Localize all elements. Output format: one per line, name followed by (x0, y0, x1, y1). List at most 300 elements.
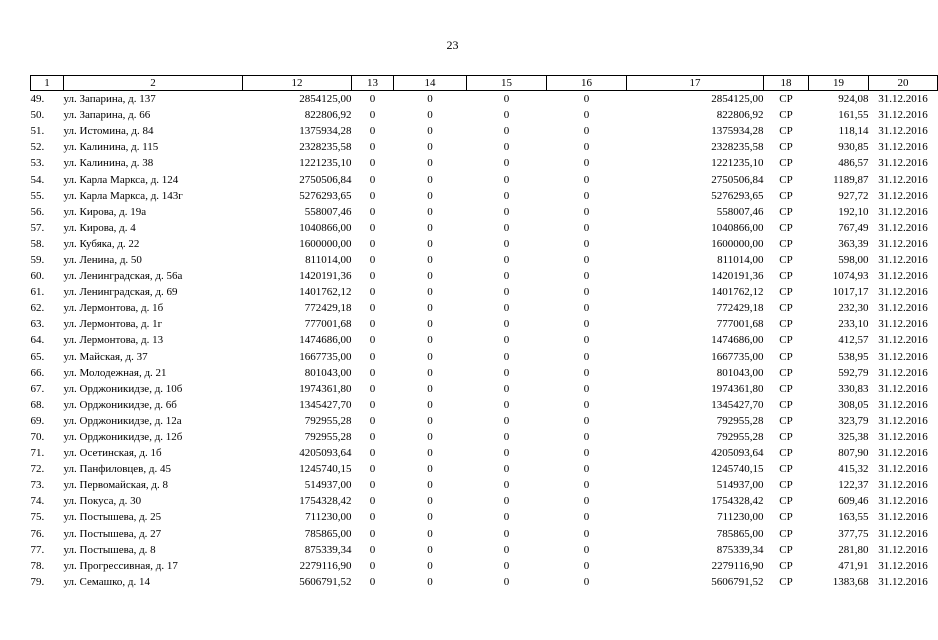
total-cell: 2750506,84 (711, 173, 764, 186)
zero-cell: 0 (503, 366, 510, 379)
date-cell: 31.12.2016 (878, 253, 928, 266)
amount-cell: 1401762,12 (299, 286, 352, 299)
amount-cell: 2750506,84 (299, 173, 352, 186)
total-cell: 2854125,00 (711, 93, 764, 106)
row-number: 68. (30, 398, 45, 411)
zero-cell: 0 (503, 286, 510, 299)
zero-cell: 0 (583, 286, 590, 299)
zero-cell: 0 (369, 463, 376, 476)
zero-cell: 0 (369, 350, 376, 363)
address-cell: ул. Кубяка, д. 22 (63, 237, 140, 250)
zero-cell: 0 (369, 270, 376, 283)
category-cell: СР (779, 559, 793, 572)
area-cell: 232,30 (838, 302, 869, 315)
zero-cell: 0 (369, 302, 376, 315)
category-cell: СР (779, 414, 793, 427)
zero-cell: 0 (583, 237, 590, 250)
zero-cell: 0 (369, 511, 376, 524)
row-number: 75. (30, 511, 45, 524)
total-cell: 2279116,90 (711, 559, 764, 572)
zero-cell: 0 (583, 93, 590, 106)
amount-cell: 711230,00 (305, 511, 352, 524)
row-number: 65. (30, 350, 45, 363)
amount-cell: 1221235,10 (299, 157, 352, 170)
zero-cell: 0 (503, 527, 510, 540)
zero-cell: 0 (503, 479, 510, 492)
row-number: 71. (30, 447, 45, 460)
date-cell: 31.12.2016 (878, 334, 928, 347)
amount-cell: 1667735,00 (299, 350, 352, 363)
amount-cell: 772429,18 (304, 302, 352, 315)
table-row (31, 188, 938, 204)
zero-cell: 0 (369, 575, 376, 588)
category-cell: СР (779, 382, 793, 395)
address-cell: ул. Постышева, д. 25 (63, 511, 162, 524)
total-cell: 1401762,12 (711, 286, 764, 299)
column-header: 14 (394, 76, 467, 91)
column-header: 13 (352, 76, 394, 91)
zero-cell: 0 (503, 511, 510, 524)
table-row (31, 509, 938, 525)
zero-cell: 0 (583, 157, 590, 170)
zero-cell: 0 (369, 334, 376, 347)
amount-cell: 875339,34 (304, 543, 352, 556)
table-row (31, 155, 938, 171)
zero-cell: 0 (369, 173, 376, 186)
date-cell: 31.12.2016 (878, 511, 928, 524)
table-row (31, 332, 938, 348)
zero-cell: 0 (427, 398, 433, 411)
zero-cell: 0 (503, 431, 510, 444)
address-cell: ул. Осетинская, д. 1б (63, 447, 162, 460)
zero-cell: 0 (503, 414, 510, 427)
total-cell: 514937,00 (716, 479, 764, 492)
amount-cell: 801043,00 (304, 366, 352, 379)
area-cell: 281,80 (838, 543, 869, 556)
row-number: 72. (30, 463, 45, 476)
zero-cell: 0 (369, 205, 376, 218)
category-cell: СР (779, 366, 793, 379)
total-cell: 792955,28 (716, 431, 764, 444)
category-cell: СР (779, 237, 793, 250)
total-cell: 5606791,52 (711, 575, 764, 588)
zero-cell: 0 (503, 205, 510, 218)
row-number: 67. (30, 382, 45, 395)
row-number: 62. (30, 302, 45, 315)
area-cell: 930,85 (838, 141, 869, 154)
row-number: 58. (30, 237, 45, 250)
area-cell: 924,08 (838, 93, 869, 106)
amount-cell: 1474686,00 (299, 334, 352, 347)
date-cell: 31.12.2016 (878, 189, 928, 202)
category-cell: СР (779, 511, 793, 524)
table-row (31, 268, 938, 284)
table-row (31, 204, 938, 220)
category-cell: СР (779, 93, 793, 106)
zero-cell: 0 (583, 382, 590, 395)
zero-cell: 0 (369, 382, 376, 395)
area-cell: 161,55 (838, 109, 869, 122)
zero-cell: 0 (503, 398, 510, 411)
column-header: 19 (809, 76, 869, 91)
area-cell: 363,39 (838, 237, 869, 250)
table-row (31, 542, 938, 558)
table-row (31, 574, 938, 590)
address-cell: ул. Ленинградская, д. 69 (63, 286, 178, 299)
zero-cell: 0 (427, 109, 433, 122)
area-cell: 163,55 (838, 511, 869, 524)
zero-cell: 0 (427, 495, 433, 508)
address-cell: ул. Первомайская, д. 8 (63, 479, 168, 492)
total-cell: 792955,28 (716, 414, 764, 427)
zero-cell: 0 (503, 302, 510, 315)
column-header: 2 (64, 76, 243, 91)
table-row (31, 252, 938, 268)
total-cell: 2328235,58 (711, 141, 764, 154)
date-cell: 31.12.2016 (878, 270, 928, 283)
table-row (31, 477, 938, 493)
zero-cell: 0 (503, 125, 510, 138)
table-row (31, 413, 938, 429)
zero-cell: 0 (427, 237, 433, 250)
zero-cell: 0 (503, 382, 510, 395)
category-cell: СР (779, 495, 793, 508)
zero-cell: 0 (427, 511, 433, 524)
amount-cell: 792955,28 (304, 414, 352, 427)
column-header: 12 (243, 76, 352, 91)
address-cell: ул. Истомина, д. 84 (63, 125, 154, 138)
date-cell: 31.12.2016 (878, 173, 928, 186)
amount-cell: 1754328,42 (299, 495, 352, 508)
amount-cell: 4205093,64 (299, 447, 352, 460)
row-number: 77. (30, 543, 45, 556)
category-cell: СР (779, 286, 793, 299)
area-cell: 192,10 (838, 205, 869, 218)
zero-cell: 0 (503, 318, 510, 331)
zero-cell: 0 (369, 447, 376, 460)
zero-cell: 0 (583, 318, 590, 331)
total-cell: 558007,46 (716, 205, 764, 218)
amount-cell: 1375934,28 (299, 125, 352, 138)
zero-cell: 0 (503, 350, 510, 363)
zero-cell: 0 (583, 366, 590, 379)
table-row (31, 220, 938, 236)
zero-cell: 0 (427, 543, 433, 556)
address-cell: ул. Семашко, д. 14 (63, 575, 150, 588)
zero-cell: 0 (583, 479, 590, 492)
area-cell: 471,91 (838, 559, 869, 572)
total-cell: 1245740,15 (711, 463, 764, 476)
zero-cell: 0 (369, 318, 376, 331)
category-cell: СР (779, 205, 793, 218)
total-cell: 1754328,42 (711, 495, 764, 508)
date-cell: 31.12.2016 (878, 141, 928, 154)
zero-cell: 0 (369, 414, 376, 427)
zero-cell: 0 (427, 366, 433, 379)
zero-cell: 0 (427, 302, 433, 315)
table-row (31, 445, 938, 461)
row-number: 60. (30, 270, 45, 283)
area-cell: 609,46 (838, 495, 869, 508)
total-cell: 711230,00 (717, 511, 764, 524)
row-number: 64. (30, 334, 45, 347)
row-number: 74. (30, 495, 45, 508)
area-cell: 330,83 (838, 382, 869, 395)
table-row (31, 284, 938, 300)
row-number: 69. (30, 414, 45, 427)
zero-cell: 0 (369, 221, 376, 234)
amount-cell: 1974361,80 (299, 382, 352, 395)
total-cell: 1474686,00 (711, 334, 764, 347)
address-cell: ул. Лермонтова, д. 13 (63, 334, 164, 347)
zero-cell: 0 (369, 237, 376, 250)
table-row (31, 91, 938, 108)
zero-cell: 0 (369, 398, 376, 411)
category-cell: СР (779, 221, 793, 234)
table-row (31, 236, 938, 252)
row-number: 51. (30, 125, 45, 138)
date-cell: 31.12.2016 (878, 398, 928, 411)
address-cell: ул. Орджоникидзе, д. 10б (63, 382, 183, 395)
zero-cell: 0 (503, 575, 510, 588)
row-number: 61. (30, 286, 45, 299)
column-header: 16 (547, 76, 627, 91)
zero-cell: 0 (427, 318, 433, 331)
zero-cell: 0 (427, 431, 433, 444)
date-cell: 31.12.2016 (878, 157, 928, 170)
address-cell: ул. Ленинградская, д. 56а (63, 270, 183, 283)
date-cell: 31.12.2016 (878, 237, 928, 250)
total-cell: 1667735,00 (711, 350, 764, 363)
amount-cell: 1040866,00 (299, 221, 352, 234)
table-row (31, 381, 938, 397)
date-cell: 31.12.2016 (878, 414, 928, 427)
area-cell: 233,10 (838, 318, 869, 331)
zero-cell: 0 (583, 414, 590, 427)
amount-cell: 792955,28 (304, 431, 352, 444)
zero-cell: 0 (369, 366, 376, 379)
table-row (31, 107, 938, 123)
zero-cell: 0 (503, 495, 510, 508)
date-cell: 31.12.2016 (878, 559, 928, 572)
category-cell: СР (779, 173, 793, 186)
zero-cell: 0 (427, 479, 433, 492)
total-cell: 1375934,28 (711, 125, 764, 138)
zero-cell: 0 (583, 495, 590, 508)
zero-cell: 0 (427, 141, 433, 154)
total-cell: 777001,68 (716, 318, 764, 331)
total-cell: 811014,00 (717, 253, 764, 266)
zero-cell: 0 (503, 253, 510, 266)
zero-cell: 0 (369, 479, 376, 492)
area-cell: 1189,87 (833, 173, 869, 186)
address-cell: ул. Орджоникидзе, д. 6б (63, 398, 177, 411)
zero-cell: 0 (503, 189, 510, 202)
total-cell: 1221235,10 (711, 157, 764, 170)
amount-cell: 2279116,90 (299, 559, 352, 572)
zero-cell: 0 (427, 575, 433, 588)
zero-cell: 0 (583, 350, 590, 363)
date-cell: 31.12.2016 (878, 543, 928, 556)
zero-cell: 0 (503, 221, 510, 234)
address-cell: ул. Покуса, д. 30 (63, 495, 142, 508)
address-cell: ул. Майская, д. 37 (63, 350, 148, 363)
table-row (31, 365, 938, 381)
zero-cell: 0 (503, 141, 510, 154)
zero-cell: 0 (369, 125, 376, 138)
address-cell: ул. Ленина, д. 50 (63, 253, 142, 266)
table-row (31, 171, 938, 187)
date-cell: 31.12.2016 (878, 93, 928, 106)
zero-cell: 0 (583, 189, 590, 202)
zero-cell: 0 (427, 189, 433, 202)
date-cell: 31.12.2016 (878, 302, 928, 315)
row-number: 59. (30, 253, 45, 266)
zero-cell: 0 (427, 270, 433, 283)
row-number: 57. (30, 221, 45, 234)
column-header: 20 (869, 76, 938, 91)
zero-cell: 0 (583, 141, 590, 154)
zero-cell: 0 (503, 237, 510, 250)
zero-cell: 0 (583, 559, 590, 572)
zero-cell: 0 (583, 253, 590, 266)
amount-cell: 558007,46 (304, 205, 352, 218)
table-row (31, 123, 938, 139)
zero-cell: 0 (369, 431, 376, 444)
category-cell: СР (779, 463, 793, 476)
data-table (30, 75, 938, 590)
address-cell: ул. Лермонтова, д. 1б (63, 302, 164, 315)
zero-cell: 0 (427, 93, 433, 106)
amount-cell: 811014,00 (305, 253, 352, 266)
table-row (31, 139, 938, 155)
total-cell: 772429,18 (716, 302, 764, 315)
date-cell: 31.12.2016 (878, 221, 928, 234)
zero-cell: 0 (427, 334, 433, 347)
row-number: 76. (30, 527, 45, 540)
address-cell: ул. Запарина, д. 137 (63, 93, 156, 106)
category-cell: СР (779, 479, 793, 492)
zero-cell: 0 (503, 543, 510, 556)
area-cell: 118,14 (838, 125, 869, 138)
address-cell: ул. Орджоникидзе, д. 12а (63, 414, 182, 427)
zero-cell: 0 (369, 543, 376, 556)
area-cell: 323,79 (838, 414, 869, 427)
date-cell: 31.12.2016 (878, 527, 928, 540)
zero-cell: 0 (583, 575, 590, 588)
date-cell: 31.12.2016 (878, 463, 928, 476)
zero-cell: 0 (503, 93, 510, 106)
category-cell: СР (779, 125, 793, 138)
zero-cell: 0 (583, 543, 590, 556)
zero-cell: 0 (369, 253, 376, 266)
area-cell: 486,57 (838, 157, 869, 170)
total-cell: 1040866,00 (711, 221, 764, 234)
zero-cell: 0 (583, 302, 590, 315)
zero-cell: 0 (427, 253, 433, 266)
area-cell: 807,90 (838, 447, 869, 460)
area-cell: 598,00 (838, 253, 869, 266)
column-header: 15 (467, 76, 547, 91)
address-cell: ул. Постышева, д. 8 (63, 543, 156, 556)
table-row (31, 397, 938, 413)
zero-cell: 0 (427, 350, 433, 363)
category-cell: СР (779, 253, 793, 266)
zero-cell: 0 (369, 286, 376, 299)
total-cell: 5276293,65 (711, 189, 764, 202)
amount-cell: 1345427,70 (299, 398, 352, 411)
total-cell: 1345427,70 (711, 398, 764, 411)
zero-cell: 0 (427, 527, 433, 540)
zero-cell: 0 (583, 173, 590, 186)
row-number: 49. (30, 93, 45, 106)
zero-cell: 0 (583, 431, 590, 444)
area-cell: 767,49 (838, 221, 869, 234)
zero-cell: 0 (503, 109, 510, 122)
zero-cell: 0 (427, 173, 433, 186)
category-cell: СР (779, 447, 793, 460)
zero-cell: 0 (503, 463, 510, 476)
table-row (31, 349, 938, 365)
zero-cell: 0 (369, 189, 376, 202)
total-cell: 1974361,80 (711, 382, 764, 395)
zero-cell: 0 (369, 93, 376, 106)
address-cell: ул. Запарина, д. 66 (63, 109, 151, 122)
zero-cell: 0 (427, 286, 433, 299)
amount-cell: 514937,00 (304, 479, 352, 492)
address-cell: ул. Постышева, д. 27 (63, 527, 162, 540)
zero-cell: 0 (503, 447, 510, 460)
zero-cell: 0 (583, 398, 590, 411)
date-cell: 31.12.2016 (878, 109, 928, 122)
date-cell: 31.12.2016 (878, 447, 928, 460)
zero-cell: 0 (503, 157, 510, 170)
zero-cell: 0 (583, 463, 590, 476)
category-cell: СР (779, 543, 793, 556)
table-body (31, 91, 938, 590)
zero-cell: 0 (369, 559, 376, 572)
address-cell: ул. Калинина, д. 115 (63, 141, 159, 154)
zero-cell: 0 (427, 414, 433, 427)
total-cell: 801043,00 (716, 366, 764, 379)
amount-cell: 2854125,00 (299, 93, 352, 106)
amount-cell: 5606791,52 (299, 575, 352, 588)
row-number: 54. (30, 173, 45, 186)
date-cell: 31.12.2016 (878, 495, 928, 508)
amount-cell: 5276293,65 (299, 189, 352, 202)
zero-cell: 0 (427, 205, 433, 218)
category-cell: СР (779, 157, 793, 170)
area-cell: 1383,68 (832, 575, 869, 588)
zero-cell: 0 (583, 221, 590, 234)
zero-cell: 0 (427, 221, 433, 234)
category-cell: СР (779, 527, 793, 540)
table-row (31, 558, 938, 574)
row-number: 52. (30, 141, 45, 154)
row-number: 53. (30, 157, 45, 170)
area-cell: 122,37 (838, 479, 869, 492)
row-number: 70. (30, 431, 45, 444)
zero-cell: 0 (369, 141, 376, 154)
date-cell: 31.12.2016 (878, 575, 928, 588)
zero-cell: 0 (427, 447, 433, 460)
address-cell: ул. Лермонтова, д. 1г (63, 318, 163, 331)
table-row (31, 461, 938, 477)
row-number: 56. (30, 205, 45, 218)
address-cell: ул. Кирова, д. 19а (63, 205, 147, 218)
category-cell: СР (779, 302, 793, 315)
address-cell: ул. Прогрессивная, д. 17 (63, 559, 178, 572)
